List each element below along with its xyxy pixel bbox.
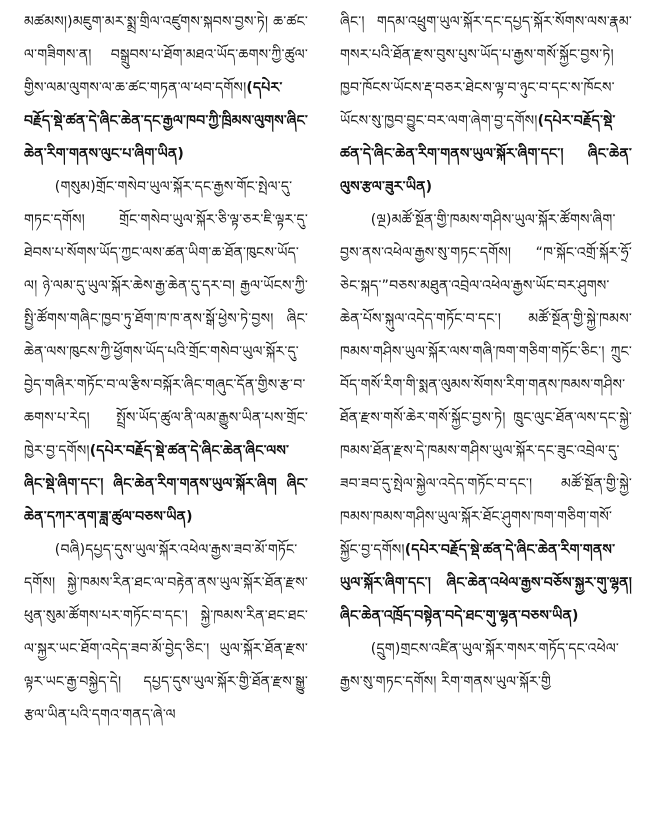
left-paragraph-2-text: (གསུམ)གྲོང་གསེབ་ཡུལ་སྐོར་དང་རྒྱས་གོང་སྤེལ་དུ་གཏང་དགོས། གྲོང་གསེབ་ཡུལ་སྐོར་ཅི་ལྟ་ཅར་ཇི་ལྟར་དུ་ཐེབས་པ་སོགས་ཡོད་ཀྱང་ལས་ཚན་ཡིག་ཆ་ཐོན་ཁུངས་ཡོད་ལ། ཉེ་ལམ་དུ་ཡུལ་སྐོར་ཆེས་རྒྱ་ཆེན་དུ་དར་བ། རྒྱལ་ཡོངས་ཀྱི་སྤྱི་ཚོགས་གཞིང་ཁྱབ་ཏུ་ཐོག་ཁ་ཁ་ནས་སྒོ་ཕྱེས་ཏེ་བྱས། ཞིང་ཆེན་ལས་ཁུངས་ཀྱི་ཕྱོགས་ཡོད་པའི་གྲོང་གསེབ་ཡུལ་སྐོར་དུ་བྱེད་གཞིར་གཏོང་བ་ལ་རྩིས་བསྐོར་ཞིང་གཞུང་དོན་གྱིས་རྩ་བ་ཆགས་པ་རེད། སྤྲོས་ཡོད་ཚུལ་ནི་ལམ་རྒྱུས་ཡིན་པས་གྲོང་ཁྱེར་བྱ་དགོས། <box>24 179 308 459</box>
left-column <box>24 6 308 732</box>
left-paragraph-2 <box>24 171 308 534</box>
left-paragraph-1-example-note: (དཔེར་བརྗོད་སྡེ་ཚན་དེ་ཞིང་ཆེན་དང་རྒྱལ་ཁབ་ཀྱི་ཁྲིམས་ལུགས་ཞིང་ཆེན་རིག་གནས་ལུང་པ་ཞིག་ཡིན) <box>24 80 309 162</box>
right-paragraph-1 <box>340 6 632 204</box>
left-paragraph-3-text: (བཞི)དཔྱད་དུས་ཡུལ་སྐོར་འཕེལ་རྒྱས་ཟབ་མོ་གཏོང་དགོས། སྐྱེ་ཁམས་རིན་ཐང་ལ་བརྟེན་ནས་ཡུལ་སྐོར་ཐོན་རྫས་ཕུན་སུམ་ཚོགས་པར་གཏོང་བ་དང་། སྐྱེ་ཁམས་རིན་ཐང་ཐང་ལ་སྐྱར་ཡང་ཐོག་འདེད་ཟབ་མོ་བྱེད་ཅིང་། ཡུལ་སྐོར་ཐོན་རྫས་ལྟར་ཡང་རྒྱ་བསྐྱེད་དེ། དཔྱད་དུས་ཡུལ་སྐོར་གྱི་ཐོན་རྫས་སྒྱུ་རྩལ་ཡིན་པའི་དགའ་གནད་ཞེ་ལ <box>24 542 308 723</box>
right-paragraph-3 <box>340 633 632 699</box>
right-paragraph-2-text: (ལྔ)མཚོ་སྔོན་གྱི་ཁམས་གཤིས་ཡུལ་སྐོར་ཚོགས་ཞིག་བྱས་ནས་འཕེལ་རྒྱས་སུ་གཏང་དགོས། “ཁ་སྐོང་འགྲོ་སྐོར་ཧྲོ་ཅེང་སྐད་”བཅས་མཐུན་འབྲེལ་འཕེལ་རྒྱས་ཡོང་བར་ཤུགས་ཆེན་པོས་སྐུལ་འདེད་གཏོང་བ་དང་། མཚོ་སྔོན་གྱི་སྐྱེ་ཁམས་ཁམས་གཤིས་ཡུལ་སྐོར་ལས་གཞི་ཁག་གཅིག་གཏོང་ཅིང་། ཀྲུང་བོད་གསོ་རིག་གི་སྨན་ལུམས་སོགས་རིག་གནས་ཁམས་གཤིས་ཐོན་རྫས་གསོ་ཆེར་གསོ་སྐྱོང་བྱས་ཏེ། ཁྲུང་ལུང་ཐོན་ལས་དང་སྐྱེ་ཁམས་ཐོན་རྫས་དེ་ཁམས་གཤིས་ཡུལ་སྐོར་དང་ཟུང་འབྲེལ་དུ་ཟབ་ཟབ་དུ་སྤེལ་སྐྱེལ་འདེད་གཏོང་བ་དང་། མཚོ་སྔོན་གྱི་སྐྱེ་ཁམས་ཁམས་གཤིས་ཡུལ་སྐོར་ཐོང་ཤུགས་ཁག་གཅིག་གསོ་སྐྱོང་བྱ་དགོས། <box>340 212 632 558</box>
right-paragraph-1-example-note: (དཔེར་བརྗོད་སྡེ་ཚན་དེ་ཞིང་ཆེན་རིག་གནས་ཡུལ་སྐོར་ཞིག་དང་། ཞིང་ཆེན་ལུས་རྩལ་ཟུར་ཡིན) <box>340 113 632 195</box>
left-paragraph-3 <box>24 534 308 732</box>
right-paragraph-2 <box>340 204 632 633</box>
left-paragraph-2-example-note: (དཔེར་བརྗོད་སྡེ་ཚན་དེ་ཞིང་ཆེན་ཞིང་ལས་ཞིང་སྡེ་ཞིག་དང་། ཞིང་ཆེན་རིག་གནས་ཡུལ་སྐོར་ཞིག ཞིང་ཆེན་དཀར་ནག་ཟླ་ཚུལ་བཅས་ཡིན) <box>24 443 308 525</box>
right-paragraph-3-text: (དྲུག)གྲངས་འཛིན་ཡུལ་སྐོར་གསར་གཏོད་དང་འཕེལ་རྒྱས་སུ་གཏང་དགོས། རིག་གནས་ཡུལ་སྐོར་གྱི <box>340 641 620 690</box>
right-paragraph-2-example-note: (དཔེར་བརྗོད་སྡེ་ཚན་དེ་ཞིང་ཆེན་རིག་གནས་ཡུལ་སྐོར་ཞིག་དང་། ཞིང་ཆེན་འཕེལ་རྒྱས་བཅོས་སྐྱར་གུ་ལྷན། ཞིང་ཆེན་འཁྲོད་བསྟེན་བདེ་ཐང་གུ་ལྷན་བཅས་ཡིན) <box>340 542 632 624</box>
left-paragraph-1 <box>24 6 308 171</box>
left-paragraph-1-text: མཚམས།)མཇུག་མར་སྨྲ་གྲིལ་འཛུགས་སྐབས་བྱས་ཏེ། ཆ་ཚང་ལ་གཟིགས་ན། བསྒྲུབས་པ་ཐོག་མཐའ་ཡོད་ཆགས་ཀྱི་ཚུལ་གྱིས་ལམ་ལུགས་ལ་ཆ་ཚང་གཏན་ལ་ཕབ་དགོས། <box>24 14 308 96</box>
right-paragraph-1-text: ཞིང་། གདམ་འཕྲུག་ཡུལ་སྐོར་དང་དཔྱད་སྐོར་སོགས་ལས་རྣམ་གསར་པའི་ཐོན་རྫས་བུས་པུས་ཡོད་པ་རྒྱས་གསོ་སྐྱོང་བྱས་ཏེ། ཁྱབ་ཁོངས་ཡོངས་རྡ་བཅར་ཐེངས་ལྟ་བ་ཉུང་བ་དང་ས་ཁོངས་ཡོངས་སུ་ཁྱབ་བྱུང་བར་ལག་ཞེག་བྱ་དགོས། <box>340 14 632 129</box>
right-column <box>340 6 632 699</box>
